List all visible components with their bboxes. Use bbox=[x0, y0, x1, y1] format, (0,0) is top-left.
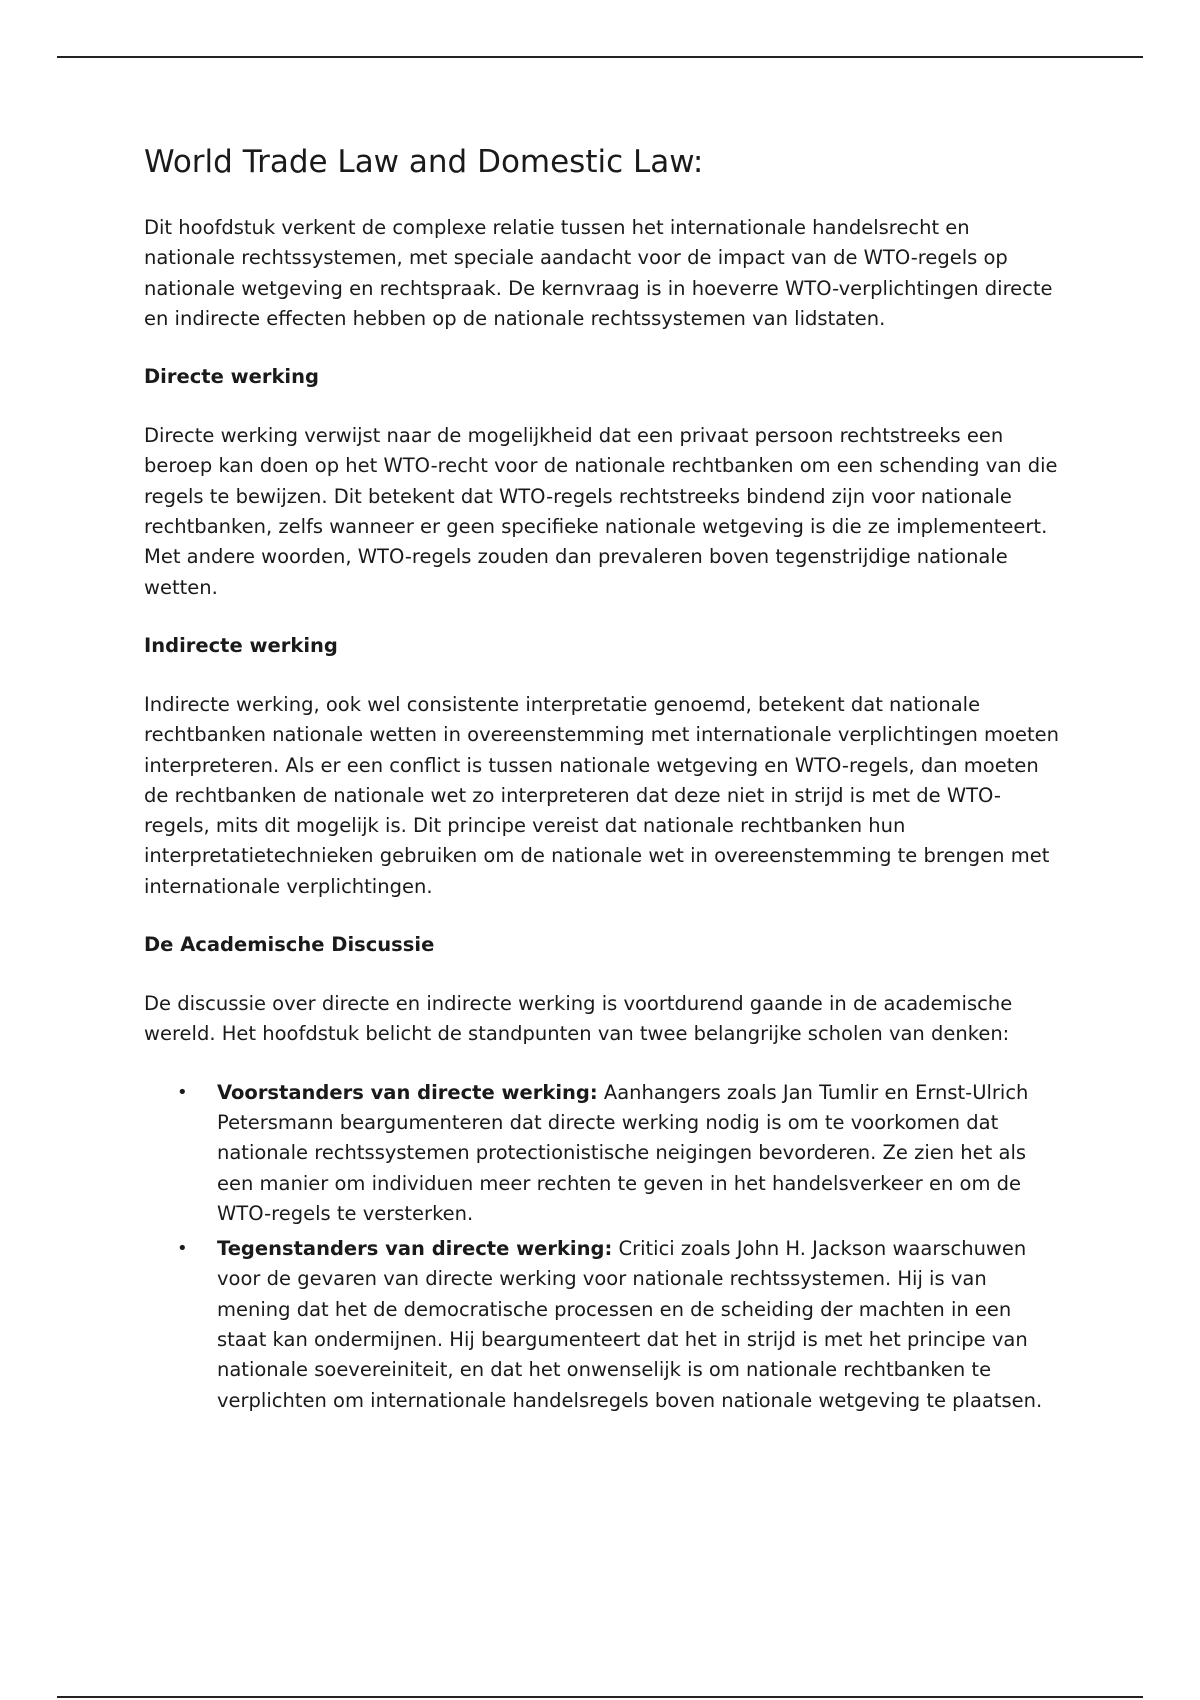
list-item-lead: Tegenstanders van directe werking: bbox=[217, 1237, 613, 1261]
bullet-list bbox=[144, 1078, 1064, 1416]
intro-paragraph: Dit hoofdstuk verkent de complexe relatie tussen het internationale handelsrecht en nationale rechtssystemen, met speciale aandacht voor de impact van de WTO-regels op nationale wetgeving en rechtspraak. De kernvraag is in hoeverre WTO-verplichtingen directe en indirecte effecten hebben op de nationale rechtssystemen van lidstaten. bbox=[144, 216, 1053, 330]
heading-academische-discussie: De Academische Discussie bbox=[144, 933, 435, 957]
list-item bbox=[144, 1234, 1064, 1416]
list-item-text: Critici zoals John H. Jackson waarschuwen voor de gevaren van directe werking voor nationale rechtssystemen. Hij is van mening dat het de democratische processen en de scheiding der machten in een staat kan ondermijnen. Hij beargumenteert dat het in strijd is met het principe van nationale soevereiniteit, en dat het onwenselijk is om nationale rechtbanken te verplichten om internationale handelsregels boven nationale wetgeving te plaatsen. bbox=[217, 1237, 1043, 1412]
bullet-icon: • bbox=[177, 1238, 188, 1260]
heading-indirecte-werking: Indirecte werking bbox=[144, 633, 338, 657]
page-title: World Trade Law and Domestic Law: bbox=[144, 144, 704, 180]
top-rule bbox=[57, 56, 1143, 58]
paragraph-indirecte-werking: Indirecte werking, ook wel consistente interpretatie genoemd, betekent dat nationale rechtbanken nationale wetten in overeenstemming met internationale verplichtingen moeten interpreteren. Als er een conflict is tussen nationale wetgeving en WTO-regels, dan moeten de rechtbanken de nationale wet zo interpreteren dat deze niet in strijd is met de WTO-regels, mits dit mogelijk is. Dit principe vereist dat nationale rechtbanken hun interpretatietechnieken gebruiken om de nationale wet in overeenstemming te brengen met internationale verplichtingen. bbox=[144, 692, 1059, 898]
paragraph-directe-werking: Directe werking verwijst naar de mogelijkheid dat een privaat persoon rechtstreeks een beroep kan doen op het WTO-recht voor de nationale rechtbanken om een schending van die regels te bewijzen. Dit betekent dat WTO-regels rechtstreeks bindend zijn voor nationale rechtbanken, zelfs wanneer er geen specifieke nationale wetgeving is die ze implementeert. Met andere woorden, WTO-regels zouden dan prevaleren boven tegenstrijdige nationale wetten. bbox=[144, 424, 1058, 599]
list-item bbox=[144, 1078, 1064, 1229]
bullet-icon: • bbox=[177, 1081, 188, 1103]
heading-directe-werking: Directe werking bbox=[144, 365, 319, 389]
bottom-rule bbox=[57, 1696, 1143, 1698]
paragraph-academische-discussie: De discussie over directe en indirecte werking is voortdurend gaande in de academische wereld. Het hoofdstuk belicht de standpunten van twee belangrijke scholen van denken: bbox=[144, 992, 1013, 1046]
list-item-lead: Voorstanders van directe werking: bbox=[217, 1080, 598, 1104]
list-item-text: Aanhangers zoals Jan Tumlir en Ernst-Ulrich Petersmann beargumenteren dat directe werking nodig is om te voorkomen dat nationale rechtssystemen protectionistische neigingen bevorderen. Ze zien het als een manier om individuen meer rechten te geven in het handelsverkeer en om de WTO-regels te versterken. bbox=[217, 1080, 1029, 1225]
document-body bbox=[144, 140, 1064, 1421]
